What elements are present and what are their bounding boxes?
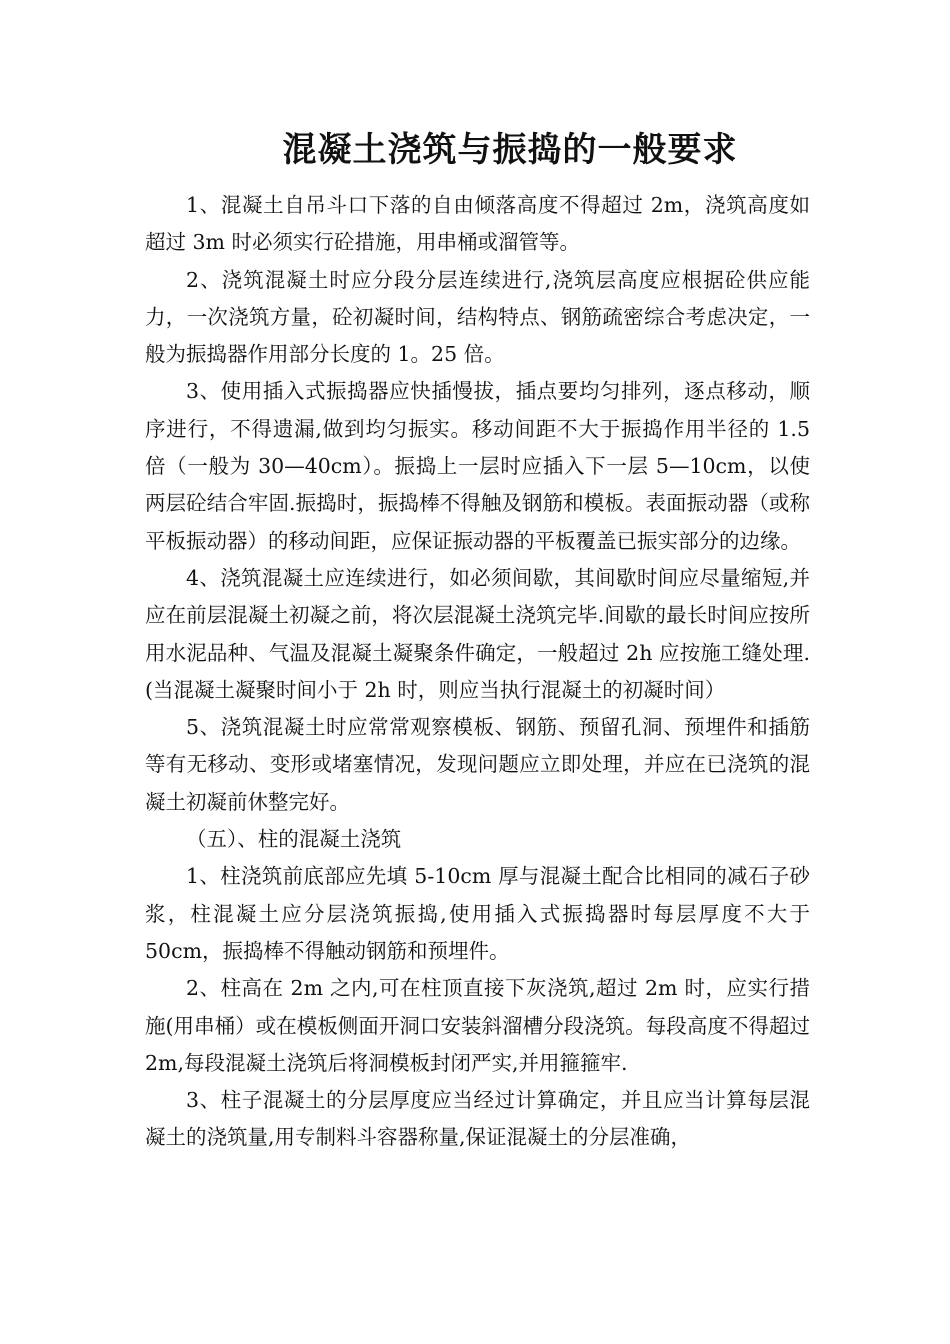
document-title: 混凝土浇筑与振捣的一般要求	[282, 130, 738, 170]
section-heading-column-pouring: （五）、柱的混凝土浇筑	[186, 827, 402, 852]
paragraph-continuous-pouring: 4、浇筑混凝土应连续进行，如必须间歇，其间歇时间应尽量缩短,并应在前层混凝土初凝之前，将次层混凝土浇筑完毕.间歇的最长时间应按所用水泥品种、气温及混凝土凝聚条件确定，一般超过 2h 应按施工缝处理.(当混凝土凝聚时间小于 2h 时，则应当执行混凝土的初凝时间）	[145, 565, 810, 702]
paragraph-pour-drop-height: 1、混凝土自吊斗口下落的自由倾落高度不得超过 2m，浇筑高度如超过 3m 时必须实行砼措施，用串桶或溜管等。	[145, 193, 810, 255]
paragraph-column-height: 2、柱高在 2m 之内,可在柱顶直接下灰浇筑,超过 2m 时，应实行措施(用串桶）或在模板侧面开洞口安装斜溜槽分段浇筑。每段高度不得超过 2m,每段混凝土浇筑后将洞模板封闭严实,并用箍箍牢.	[145, 976, 810, 1075]
paragraph-column-layer-thickness: 3、柱子混凝土的分层厚度应当经过计算确定，并且应当计算每层混凝土的浇筑量,用专制料斗容器称量,保证混凝土的分层准确，	[145, 1088, 810, 1150]
paragraph-formwork-inspection: 5、浇筑混凝土时应常常观察模板、钢筋、预留孔洞、预埋件和插筋等有无移动、变形或堵塞情况，发现问题应立即处理，并应在已浇筑的混凝土初凝前休整完好。	[145, 715, 810, 814]
document-body	[145, 187, 810, 1157]
paragraph-column-base-mortar: 1、柱浇筑前底部应先填 5-10cm 厚与混凝土配合比相同的减石子砂浆，柱混凝土应分层浇筑振捣,使用插入式振捣器时每层厚度不大于 50cm，振捣棒不得触动钢筋和预埋件。	[145, 864, 810, 963]
paragraph-layered-pouring: 2、浇筑混凝土时应分段分层连续进行,浇筑层高度应根据砼供应能力，一次浇筑方量，砼初凝时间，结构特点、钢筋疏密综合考虑决定，一般为振捣器作用部分长度的 1。25 倍。	[145, 267, 810, 367]
paragraph-vibrator-usage: 3、使用插入式振捣器应快插慢拔，插点要均匀排列，逐点移动，顺序进行，不得遗漏,做到均匀振实。移动间距不大于振捣作用半径的 1.5 倍（一般为 30—40cm）。振捣上一层时应插入下一层 5—10cm，以使两层砼结合牢固.振捣时，振捣棒不得触及钢筋和模板。表面振动器（或称平板振动器）的移动间距，应保证振动器的平板覆盖已振实部分的边缘。	[145, 379, 810, 553]
